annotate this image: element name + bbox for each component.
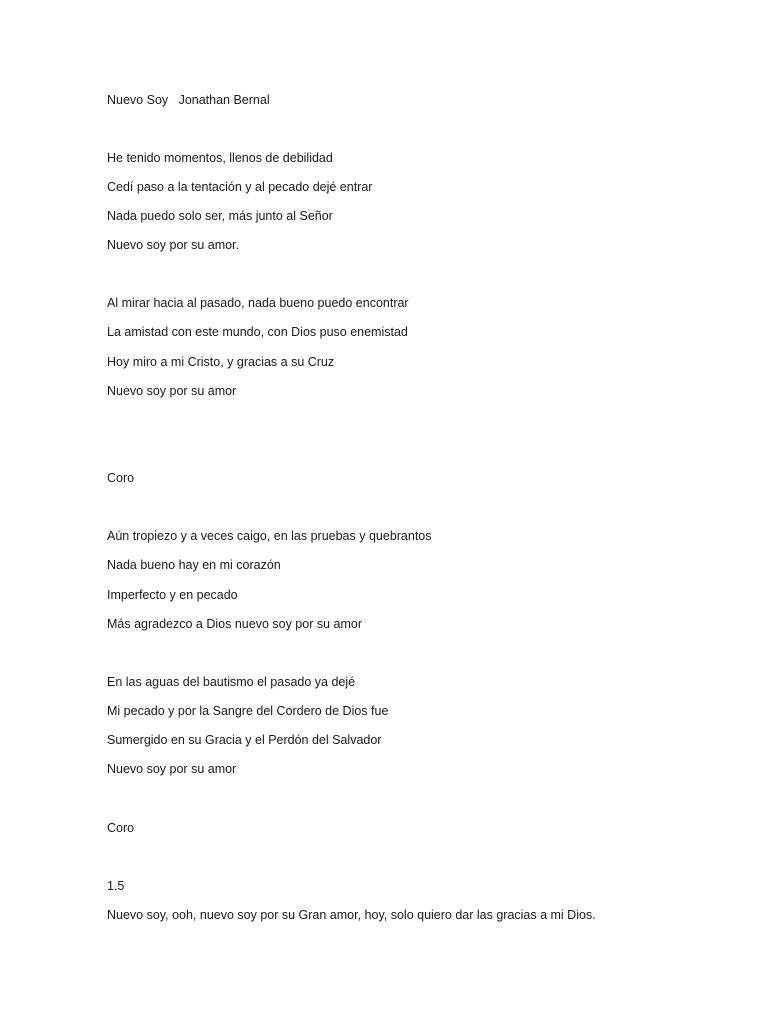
lyric-line: Hoy miro a mi Cristo, y gracias a su Cruz [107, 355, 335, 369]
lyric-line: Nuevo soy por su amor [107, 384, 237, 398]
lyric-line: Nuevo soy por su amor [107, 762, 237, 776]
lyric-line: Al mirar hacia al pasado, nada bueno puedo encontrar [107, 296, 409, 310]
lyric-line: Cedí paso a la tentación y al pecado dejé entrar [107, 180, 373, 194]
lyric-line: En las aguas del bautismo el pasado ya dejé [107, 675, 356, 689]
chorus-label: Coro [107, 471, 135, 485]
lyric-line: Mi pecado y por la Sangre del Cordero de Dios fue [107, 704, 389, 718]
lyric-line: He tenido momentos, llenos de debilidad [107, 151, 333, 165]
lyric-line: La amistad con este mundo, con Dios puso enemistad [107, 325, 408, 339]
lyric-line: Nuevo soy, ooh, nuevo soy por su Gran amor, hoy, solo quiero dar las gracias a mi Dios. [107, 908, 596, 922]
lyric-line: Aún tropiezo y a veces caigo, en las pruebas y quebrantos [107, 529, 432, 543]
lyric-line: Imperfecto y en pecado [107, 588, 238, 602]
chorus-label: Coro [107, 821, 135, 835]
lyric-line: Nuevo soy por su amor. [107, 238, 240, 252]
song-title: Nuevo Soy Jonathan Bernal [107, 93, 270, 107]
lyric-line: Más agradezco a Dios nuevo soy por su amor [107, 617, 362, 631]
lyric-line: Sumergido en su Gracia y el Perdón del Salvador [107, 733, 382, 747]
bridge-label: 1.5 [107, 879, 125, 893]
lyric-line: Nada bueno hay en mi corazón [107, 558, 281, 572]
lyric-line: Nada puedo solo ser, más junto al Señor [107, 209, 333, 223]
